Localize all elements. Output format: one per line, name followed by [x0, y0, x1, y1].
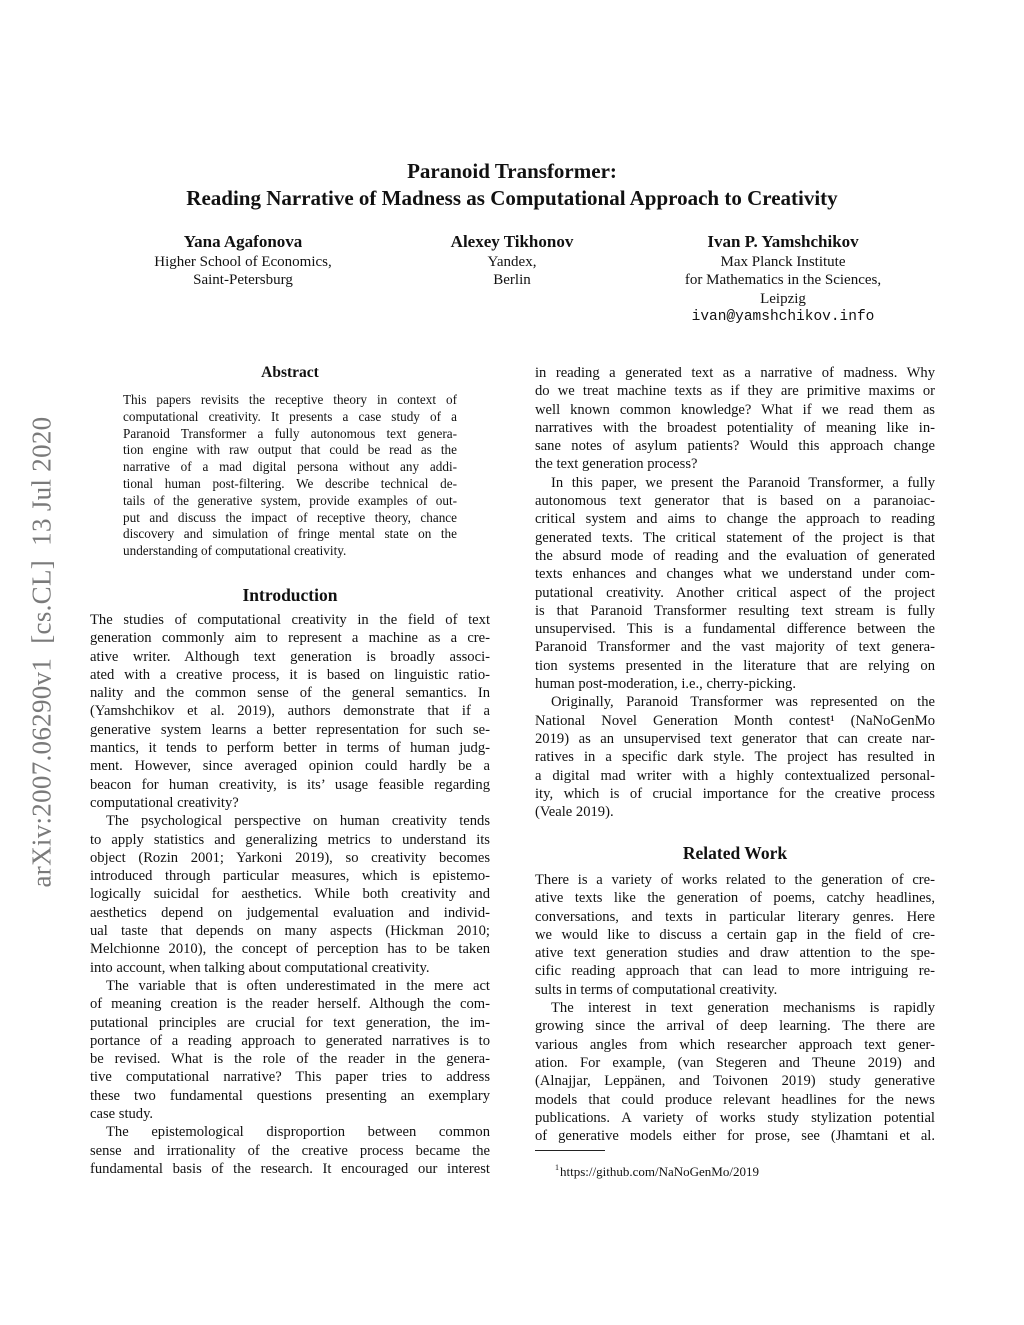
text-line: Paranoid Transformer a fully autonomous text genera- — [123, 425, 457, 441]
text-line: ment. However, since averaged opinion could hardly be a — [90, 758, 490, 775]
arxiv-identifier-stamp: arXiv:2007.06290v1 [cs.CL] 13 Jul 2020 — [26, 416, 57, 888]
text-line: ated with a creative process, it is based on linguistic ratio- — [90, 666, 490, 683]
text-line: putational creativity. Another critical aspect of the project — [535, 584, 935, 601]
text-line: human post-moderation, i.e., cherry-picking. — [535, 676, 796, 693]
abstract-body — [123, 392, 457, 560]
text-line: texts enhances and changes what we understand under com- — [535, 566, 935, 583]
text-line: tional human post-filtering. We describe technical de- — [123, 475, 457, 491]
author-block-tikhonov — [362, 231, 662, 290]
text-line: portance of a reading approach to generated narratives is to — [90, 1032, 490, 1049]
text-line: is that Paranoid Transformer resulting text stream is fully — [535, 602, 935, 619]
text-line: ation. For example, (van Stegeren and Theune 2019) and — [535, 1054, 935, 1071]
text-line: beacon for human creativity, is its’ usage feasible regarding — [90, 776, 490, 793]
text-line: tails of the generative system, provide examples of out- — [123, 492, 457, 508]
author-affiliation: Leipzig — [760, 290, 806, 307]
text-line: cific reading approach that can lead to more intriguing re- — [535, 963, 935, 980]
paragraph — [535, 999, 935, 1145]
text-line: Paranoid Transformer and the vast majority of text genera- — [535, 639, 935, 656]
text-line: the absurd mode of reading and the evaluation of generated — [535, 547, 935, 564]
text-line: (Alnajjar, Leppänen, and Toivonen 2019) study generative — [535, 1073, 935, 1090]
text-line: the text generation process? — [535, 456, 698, 473]
author-email[interactable]: ivan@yamshchikov.info — [691, 309, 875, 326]
text-line: mantics, it tends to perform better in terms of human judg- — [90, 740, 490, 757]
text-line: unsupervised. This is a fundamental difference between the — [535, 621, 935, 638]
text-line: The variable that is often underestimated in the mere act — [106, 977, 490, 994]
text-line: discovery and simulation of fringe mental state on the — [123, 526, 457, 542]
text-line: tive computational narrative? This paper tries to address — [90, 1069, 490, 1086]
text-line: well known common knowledge? What if we read them as — [535, 401, 935, 418]
text-line: various angles from which researcher approach text gener- — [535, 1036, 935, 1053]
author-affiliation: Berlin — [493, 272, 531, 289]
author-affiliation: Saint-Petersburg — [193, 272, 293, 289]
text-line: ative writer. Although text generation is broadly associ- — [90, 648, 490, 665]
paragraph — [535, 871, 935, 999]
paragraph — [123, 392, 457, 560]
text-line: ratives in a specific dark style. The project has resulted in — [535, 749, 935, 766]
text-line: generated texts. The critical statement of the project is that — [535, 529, 935, 546]
text-line: aesthetics depend on judgemental evaluation and individ- — [90, 904, 490, 921]
text-line: This papers revisits the receptive theory in context of — [123, 392, 457, 407]
text-line: introduced through particular measures, which is epistemo- — [90, 868, 490, 885]
text-line: be revised. What is the role of the reader in the genera- — [90, 1051, 490, 1068]
related-work-body — [535, 871, 935, 1145]
text-line: computational creativity? — [90, 794, 239, 811]
paper-title-line-2: Reading Narrative of Madness as Computational Approach to Creativity — [186, 186, 838, 210]
text-line: Originally, Paranoid Transformer was represented on the — [551, 694, 935, 711]
text-line: logically suicidal for aesthetics. While both creativity and — [90, 886, 490, 903]
paragraph — [90, 611, 490, 812]
author-block-yamshchikov — [633, 231, 933, 327]
text-line: to apply statistics and generalizing metrics to understand its — [90, 831, 490, 848]
text-line: a digital mad writer with a highly contextualized personal- — [535, 767, 935, 784]
text-line: ative text generation studies and draw attention to the spe- — [535, 945, 935, 962]
text-line: case study. — [90, 1106, 154, 1123]
text-line: of generative models either for prose, see (Jhamtani et al. — [535, 1128, 935, 1145]
author-affiliation: Higher School of Economics, — [154, 254, 332, 270]
text-line: sense and irrationality of the creative process became the — [90, 1142, 490, 1159]
author-name: Yana Agafonova — [183, 232, 303, 251]
text-line: do we treat machine texts as if they are primitive maxims or — [535, 383, 935, 400]
text-line: generative system learns a better representation for such se- — [90, 721, 490, 738]
introduction-continued-body — [535, 364, 935, 821]
text-line: models that could produce relevant headlines for the news — [535, 1091, 935, 1108]
text-line: growing since the arrival of deep learning. The there are — [535, 1018, 935, 1035]
introduction-body — [90, 611, 490, 1178]
text-line: putational principles are crucial for text generation, the im- — [90, 1014, 490, 1031]
text-line: The studies of computational creativity in the field of text — [90, 612, 490, 628]
paragraph — [90, 1123, 490, 1178]
author-affiliation: Max Planck Institute — [720, 254, 846, 270]
text-line: these two fundamental questions presenting an exemplary — [90, 1087, 490, 1104]
text-line: National Novel Generation Month contest¹ (NaNoGenMo — [535, 712, 935, 729]
text-line: critical system and aims to change the approach to reading — [535, 511, 935, 528]
text-line: generation commonly aim to represent a machine as a cre- — [90, 630, 490, 647]
text-line: of meaning creation is the reader herself. Although the com- — [90, 996, 490, 1013]
text-line: we would like to discuss a certain gap in the field of cre- — [535, 926, 935, 943]
footnote-mark: 1 — [555, 1163, 559, 1172]
text-line: In this paper, we present the Paranoid Transformer, a fully — [551, 474, 935, 491]
paragraph — [535, 474, 935, 694]
text-line: into account, when talking about computational creativity. — [90, 959, 430, 976]
text-line: narratives with the broadest potentiality of meaning like in- — [535, 419, 935, 436]
paragraph — [535, 364, 935, 474]
text-line: fundamental basis of the research. It encouraged our interest — [90, 1160, 490, 1177]
paragraph — [535, 693, 935, 821]
text-line: computational creativity. It presents a case study of a — [123, 408, 457, 424]
text-line: conversations, and texts in particular literary genres. Here — [535, 908, 935, 925]
text-line: ity, which is of crucial importance for the creative process — [535, 785, 935, 802]
text-line: narrative of a mad digital persona without any addi- — [123, 459, 457, 475]
text-line: understanding of computational creativity. — [123, 543, 347, 559]
author-affiliation: Yandex, — [487, 254, 537, 270]
footnote-divider — [535, 1150, 605, 1151]
text-line: sults in terms of computational creativity. — [535, 981, 778, 998]
author-name: Alexey Tikhonov — [450, 232, 574, 251]
author-block-agafonova — [93, 231, 393, 290]
related-work-heading: Related Work — [682, 843, 788, 863]
text-line: autonomous text generator that is based on a paranoiac- — [535, 493, 935, 510]
text-line: ual taste that depends on many aspects (Hickman 2010; — [90, 923, 490, 940]
author-affiliation: for Mathematics in the Sciences, — [684, 272, 882, 289]
text-line: sane notes of asylum patients? Would this approach change — [535, 438, 935, 455]
text-line: put and discuss the impact of receptive theory, chance — [123, 509, 457, 525]
footnote-url[interactable]: https://github.com/NaNoGenMo/2019 — [560, 1164, 759, 1179]
text-line: publications. A variety of works study stylization potential — [535, 1109, 935, 1126]
text-line: tion systems presented in the literature that are relying on — [535, 657, 935, 674]
text-line: nality and the common sense of the general semantics. In — [90, 685, 490, 702]
paragraph — [90, 812, 490, 977]
text-line: tion engine with raw output that could be read as the — [123, 442, 457, 458]
text-line: in reading a generated text as a narrative of madness. Why — [535, 365, 935, 381]
introduction-heading: Introduction — [242, 585, 338, 605]
paper-title-line-1: Paranoid Transformer: — [407, 159, 617, 183]
footnote — [555, 1159, 759, 1181]
text-line: The epistemological disproportion between common — [106, 1124, 490, 1141]
text-line: The psychological perspective on human creativity tends — [106, 813, 490, 830]
text-line: object (Rozin 2001; Yarkoni 2019), so creativity becomes — [90, 849, 490, 866]
author-name: Ivan P. Yamshchikov — [707, 232, 859, 251]
paragraph — [90, 977, 490, 1123]
text-line: ative texts like the generation of poems, catchy headlines, — [535, 890, 935, 907]
text-line: There is a variety of works related to the generation of cre- — [535, 872, 935, 888]
abstract-heading: Abstract — [261, 364, 319, 381]
text-line: Melchionne 2010), the concept of perception has to be taken — [90, 941, 490, 958]
text-line: (Yamshchikov et al. 2019), authors demonstrate that if a — [90, 703, 490, 720]
text-line: (Veale 2019). — [535, 804, 614, 821]
text-line: The interest in text generation mechanisms is rapidly — [551, 1000, 935, 1017]
text-line: 2019) as an unsupervised text generator that can create nar- — [535, 730, 935, 747]
